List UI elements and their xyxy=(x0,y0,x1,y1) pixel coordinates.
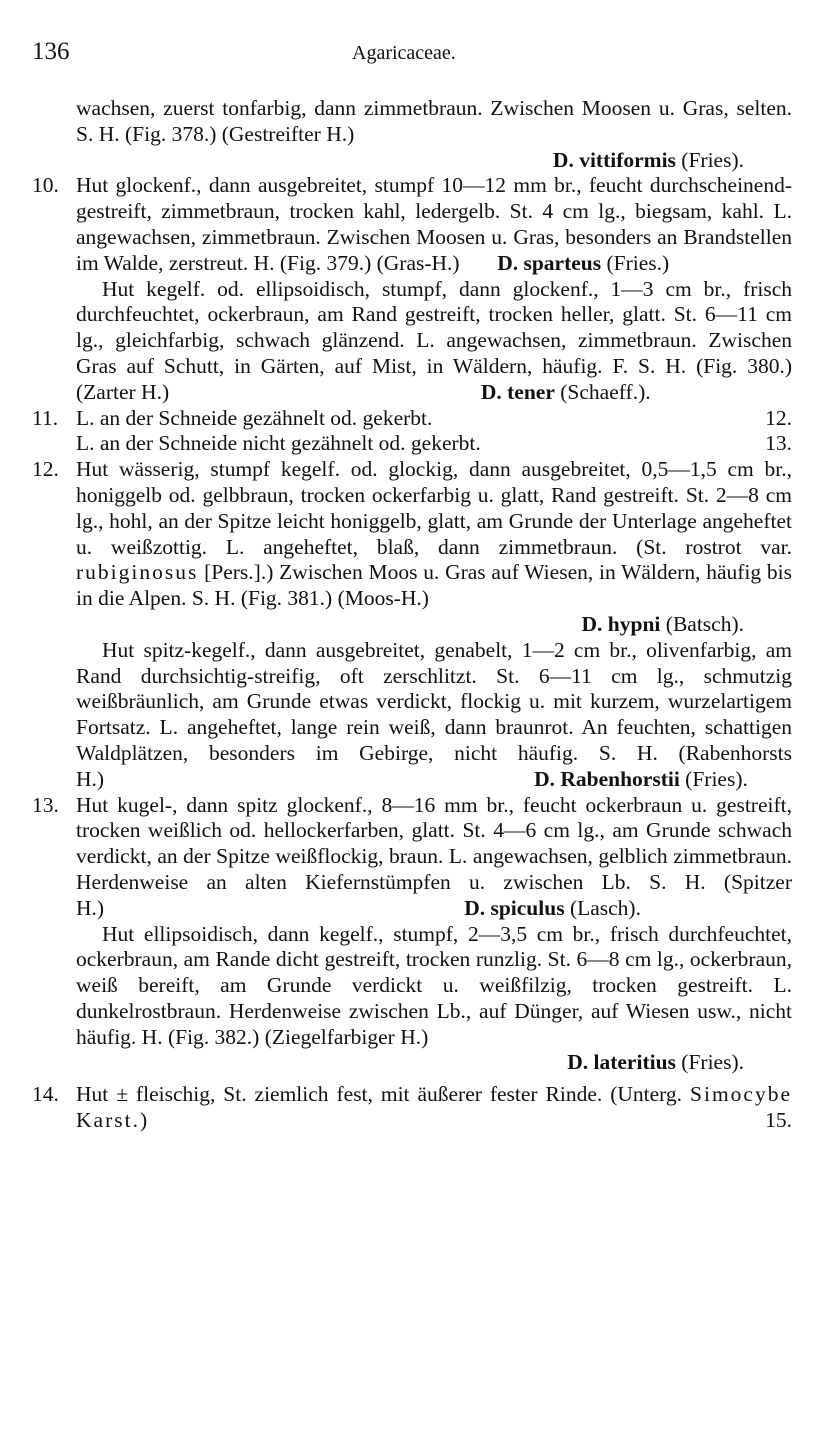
page-number: 136 xyxy=(32,38,70,65)
entry-text: Hut kegelf. od. ellipsoidisch, stumpf, dann glockenf., 1—3 cm br., frisch durchfeuchtet, ockerbraun, am Rand gestreift, trocken heller, glatt. St. 6—11 cm lg., gleichfarbig, schwach glänzend. L. angewachsen, zimmetbraun. Zwischen Gras auf Schutt, in Gärten, auf Mist, in Wäldern, häufig. F. S. H. (Fig. 380.) (Zarter H.) D. tener (Schaeff.). xyxy=(76,276,792,404)
species-name: D. lateritius xyxy=(567,1050,676,1075)
key-entry xyxy=(32,922,792,1077)
lead-ref: 15. xyxy=(765,1108,792,1133)
species-line xyxy=(76,148,792,174)
lead-text: L. an der Schneide nicht gezähnelt od. gekerbt. xyxy=(76,431,481,456)
key-entry xyxy=(32,1082,792,1134)
species-line xyxy=(76,612,792,638)
species-name: D. sparteus xyxy=(497,250,602,275)
lead-line xyxy=(76,406,792,432)
species-name: D. spiculus xyxy=(464,895,565,920)
species-author: (Lasch). xyxy=(564,895,641,920)
lead-ref: 13. xyxy=(765,431,792,456)
species-name: D. Rabenhorstii xyxy=(534,766,680,791)
entry-text: wachsen, zuerst tonfarbig, dann zimmetbraun. Zwischen Moosen u. Gras, selten. S. H. (Fig. 378.) (Gestreifter H.) xyxy=(76,96,792,146)
variety-name: rubiginosus xyxy=(76,560,199,585)
key-entry xyxy=(32,431,792,457)
key-entry xyxy=(32,793,792,922)
page xyxy=(32,0,793,1133)
entry-text: Hut wässerig, stumpf kegelf. od. glockig, dann ausgebreitet, 0,5—1,5 cm br., honiggelb od. gelbbraun, trocken ockerfarbig u. glatt, Rand gestreift. St. 2—8 cm lg., hohl, an der Spitze leicht honiggelb, glatt, am Grunde der Unterlage angeheftet u. weißzottig. L. angeheftet, blaß, dann zimmetbraun. (St. rostrot var. rubiginosus [Pers.].) Zwischen Moos u. Gras auf Wiesen, in Wäldern, häufig bis in die Alpen. S. H. (Fig. 381.) (Moos-H.) xyxy=(76,457,792,611)
key-text xyxy=(32,96,792,1134)
entry-number: 11. xyxy=(32,405,59,430)
entry-text: Hut ellipsoidisch, dann kegelf., stumpf, 2—3,5 cm br., frisch durchfeuchtet, ockerbraun, am Rande dicht gestreift, trocken runzlig. St. 6—8 cm lg., ockerbraun, weiß bereift, am Grunde verdickt u. weißfilzig, trocken gestreift. L. dunkelrostbraun. Herdenweise zwischen Lb., auf Dünger, auf Wiesen usw., nicht häufig. H. (Fig. 382.) (Ziegelfarbiger H.) xyxy=(76,921,792,1049)
entry-text: Hut kugel-, dann spitz glockenf., 8—16 mm br., feucht ockerbraun u. gestreift, trocken weißlich od. hellockerfarben, glatt. St. 4—6 cm lg., am Grunde schwach verdickt, an der Spitze weißflockig, braun. L. angewachsen, gelblich zimmetbraun. Herdenweise an alten Kiefernstümpfen u. zwischen Lb. S. H. (Spitzer H.) D. spiculus (Lasch). xyxy=(76,792,792,920)
entry-number: 10. xyxy=(32,173,59,198)
running-title: Agaricaceae. xyxy=(352,42,456,64)
key-entry xyxy=(32,173,792,276)
species-author: (Batsch). xyxy=(660,611,744,636)
lead-line xyxy=(76,431,792,457)
entry-number: 13. xyxy=(32,792,59,817)
species-name: D. hypni xyxy=(581,611,661,636)
entry-text: Hut ± fleischig, St. ziemlich fest, mit äußerer fester Rinde. (Unterg. Simocybe Karst.) 15. xyxy=(76,1082,793,1133)
species-author: (Fries). xyxy=(675,1050,744,1075)
key-entry xyxy=(32,277,792,406)
entry-text: Hut glockenf., dann ausgebreitet, stumpf 10—12 mm br., feucht durchscheinend-gestreift, zimmetbraun, trocken kahl, ledergelb. St. 4 cm lg., biegsam, kahl. L. angewachsen, zimmetbraun. Zwischen Moosen u. Gras, besonders an Brandstellen im Walde, zerstreut. H. (Fig. 379.) (Gras-H.) D. sparteus (Fries.) xyxy=(76,173,792,275)
key-entry xyxy=(32,96,792,173)
entry-text: Hut spitz-kegelf., dann ausgebreitet, genabelt, 1—2 cm br., olivenfarbig, am Rand durchsichtig-streifig, oft zerschlitzt. St. 6—11 cm lg., schmutzig weißbräunlich, am Grunde etwas verdickt, flockig u. mit kurzem, wurzelartigem Fortsatz. L. angeheftet, lange rein weiß, dann braunrot. An feuchten, schattigen Waldplätzen, besonders im Gebirge, nicht häufig. S. H. (Rabenhorsts H.) D. Rabenhorstii (Fries). xyxy=(76,637,792,791)
subgenus-name: Simocybe Karst.) xyxy=(76,1082,793,1133)
species-author: (Schaeff.). xyxy=(554,379,651,404)
key-entry xyxy=(32,457,792,638)
species-name: D. tener xyxy=(480,379,555,404)
lead-text: L. an der Schneide gezähnelt od. gekerbt. xyxy=(76,405,433,430)
species-author: (Fries). xyxy=(679,766,748,791)
key-entry xyxy=(32,638,792,793)
species-name: D. vittiformis xyxy=(552,147,676,172)
key-entry xyxy=(32,406,792,432)
species-author: (Fries). xyxy=(675,147,744,172)
species-line xyxy=(76,1050,792,1076)
entry-number: 12. xyxy=(32,457,59,482)
species-author: (Fries.) xyxy=(601,250,670,275)
page-header xyxy=(32,0,792,80)
lead-ref: 12. xyxy=(765,405,792,430)
entry-number: 14. xyxy=(32,1082,59,1107)
